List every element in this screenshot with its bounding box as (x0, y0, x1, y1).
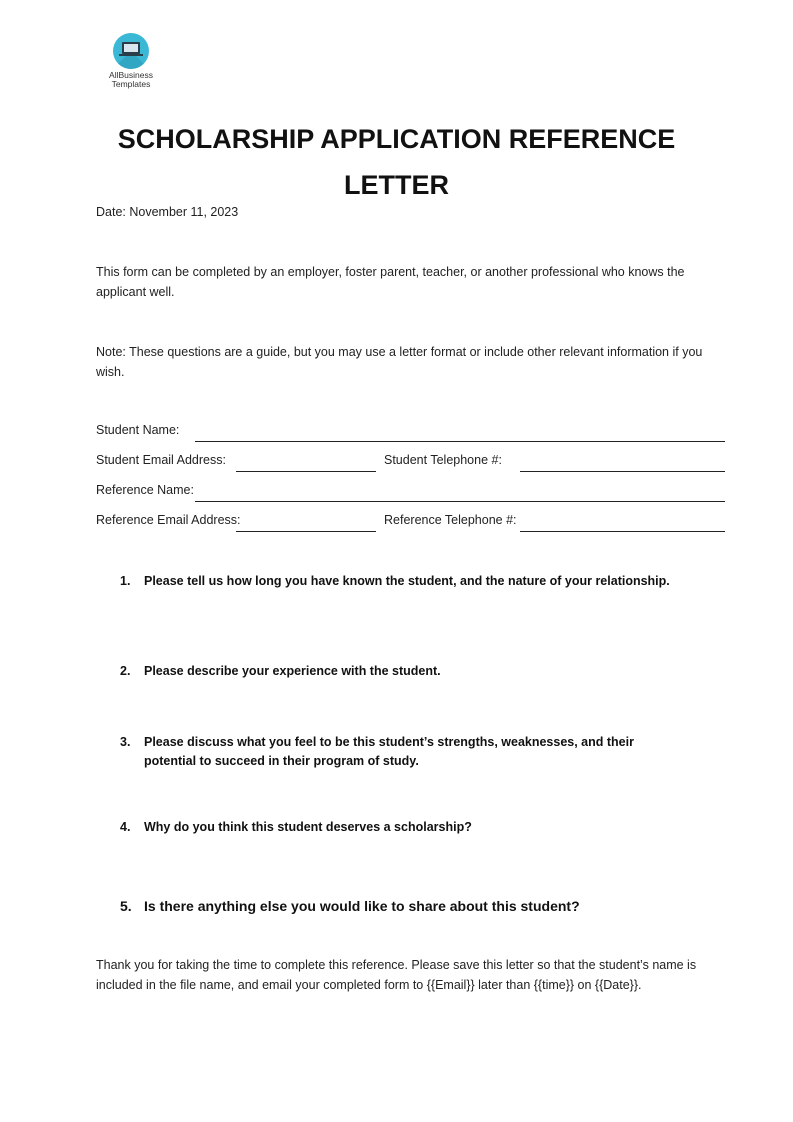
question-number: 2. (120, 664, 131, 678)
question-item (120, 897, 700, 916)
student-email-label: Student Email Address: (96, 453, 226, 467)
question-number: 3. (120, 735, 131, 749)
student-contact-row (96, 453, 726, 473)
reference-contact-row (96, 513, 726, 533)
allbusiness-templates-logo (100, 33, 162, 89)
student-name-label: Student Name: (96, 423, 180, 437)
question-text: Is there anything else you would like to share about this student? (144, 898, 580, 914)
reference-email-label: Reference Email Address: (96, 513, 241, 527)
logo-text: AllBusiness Templates (109, 70, 153, 89)
question-item (120, 818, 700, 837)
question-number: 4. (120, 820, 131, 834)
student-email-field[interactable] (236, 471, 376, 472)
question-item (120, 733, 665, 771)
intro-paragraph: This form can be completed by an employer, foster parent, teacher, or another professional who knows the applicant well. (96, 265, 685, 299)
student-phone-label: Student Telephone #: (384, 453, 502, 467)
document-date: Date: November 11, 2023 (96, 205, 239, 219)
reference-name-label: Reference Name: (96, 483, 194, 497)
reference-name-row (96, 483, 726, 503)
laptop-icon (113, 33, 149, 69)
question-item (120, 662, 700, 681)
note-paragraph: Note: These questions are a guide, but you may use a letter format or include other relevant information if you wish. (96, 345, 703, 379)
question-text: Why do you think this student deserves a scholarship? (144, 820, 472, 834)
question-text: Please describe your experience with the student. (144, 664, 441, 678)
reference-email-field[interactable] (236, 531, 376, 532)
reference-phone-field[interactable] (520, 531, 725, 532)
question-text: Please tell us how long you have known the student, and the nature of your relationship. (144, 574, 670, 588)
question-text: Please discuss what you feel to be this student’s strengths, weaknesses, and their potential to succeed in their program of study. (144, 735, 634, 768)
student-phone-field[interactable] (520, 471, 725, 472)
student-name-field[interactable] (195, 441, 725, 442)
closing-paragraph: Thank you for taking the time to complete this reference. Please save this letter so that the student’s name is included in the file name, and email your completed form to {{Email}} later than {{time}} on {{Date}}. (96, 958, 697, 992)
question-number: 1. (120, 574, 131, 588)
document-title: SCHOLARSHIP APPLICATION REFERENCE LETTER (117, 124, 676, 200)
question-number: 5. (120, 898, 132, 914)
reference-phone-label: Reference Telephone #: (384, 513, 517, 527)
student-name-row (96, 423, 726, 443)
reference-name-field[interactable] (195, 501, 725, 502)
question-item (120, 572, 700, 591)
